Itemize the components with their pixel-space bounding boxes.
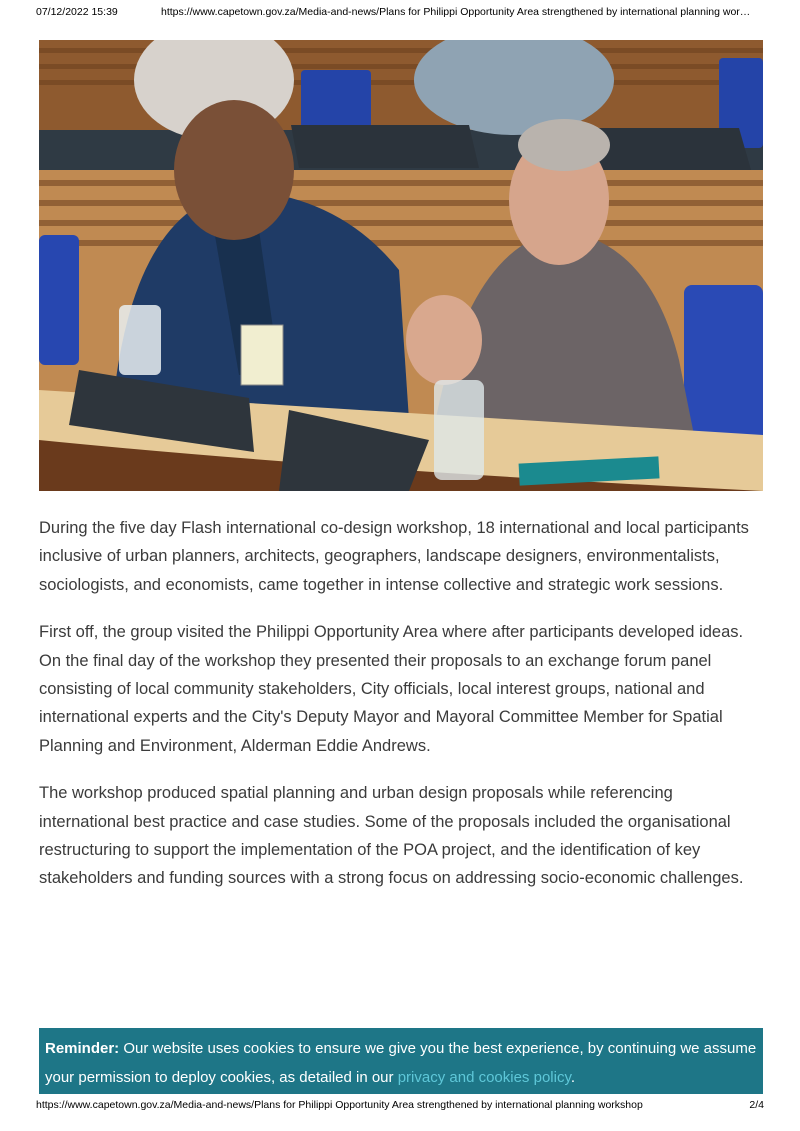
print-datetime: 07/12/2022 15:39 [36, 6, 118, 18]
cookie-banner [39, 1028, 763, 1094]
page-number: 2/4 [749, 1099, 764, 1111]
print-footer [36, 1099, 764, 1115]
print-footer-url: https://www.capetown.gov.za/Media-and-news/Plans for Philippi Opportunity Area strengthened by international planning workshop [36, 1099, 643, 1111]
cookie-banner-end: . [570, 1069, 576, 1086]
article-photo [39, 40, 763, 491]
article-paragraph: The workshop produced spatial planning and urban design proposals while referencing international best practice and case studies. Some of the proposals included the organisational restructuring to support the implementation of the POA project, and the identification of key stakeholders and funding sources with a strong focus on addressing socio-economic challenges. [39, 784, 744, 888]
article-paragraph: First off, the group visited the Philippi Opportunity Area where after participants developed ideas. On the final day of the workshop they presented their proposals to an exchange forum panel consisting of local community stakeholders, City officials, local interest groups, national and international experts and the City's Deputy Mayor and Mayoral Committee Member for Spatial Planning and Environment, Alderman Eddie Andrews. [39, 623, 744, 755]
privacy-policy-link[interactable]: privacy and cookies policy [397, 1069, 571, 1086]
print-header-url: https://www.capetown.gov.za/Media-and-news/Plans for Philippi Opportunity Area strengthened by international planning wor… [161, 6, 751, 18]
cookie-banner-lead: Reminder: [45, 1040, 120, 1057]
print-header [36, 6, 764, 24]
cookie-banner-text: Our website uses cookies to ensure we give you the best experience, by continuing we assume your permission to deploy cookies, as detailed in our [45, 1040, 757, 1086]
article-body [39, 514, 765, 912]
article-paragraph: During the five day Flash international co-design workshop, 18 international and local participants inclusive of urban planners, architects, geographers, landscape designers, environmentalists, sociologists, and economists, came together in intense collective and strategic work sessions. [39, 519, 749, 594]
